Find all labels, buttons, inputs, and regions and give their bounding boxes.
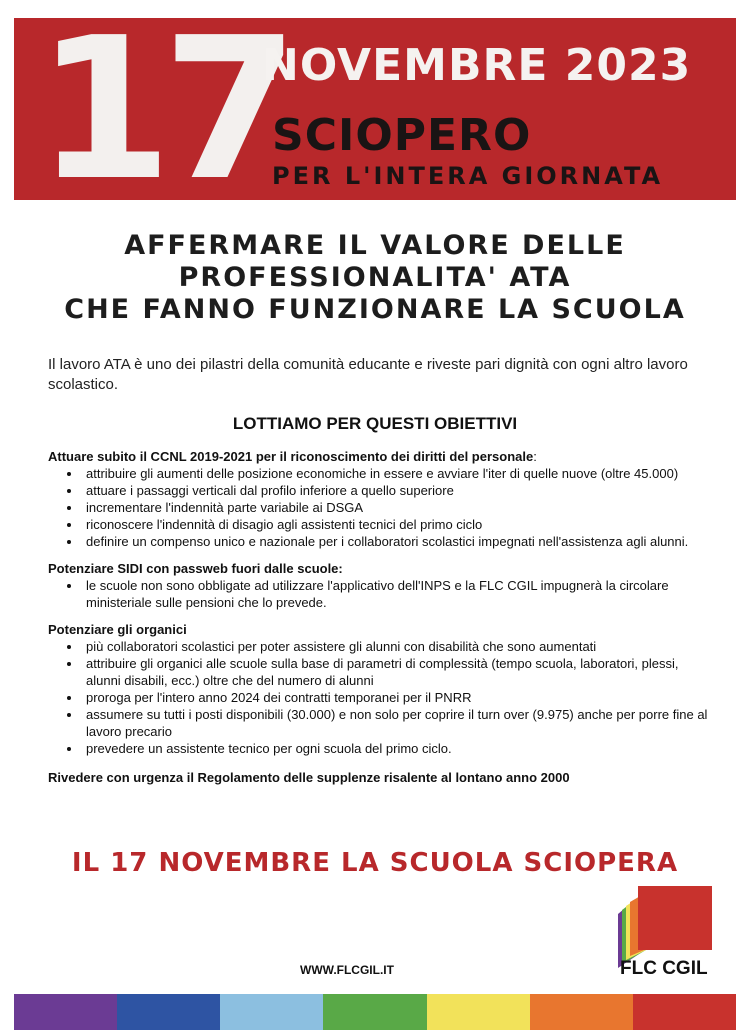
objective-group-title: Potenziare SIDI con passweb fuori dalle scuole: bbox=[48, 561, 343, 576]
stripe-light-blue bbox=[220, 994, 323, 1030]
list-item: • attuare i passaggi verticali dal profilo inferiore a quello superiore bbox=[82, 482, 708, 499]
list-item: • proroga per l'intero anno 2024 dei contratti temporanei per il PNRR bbox=[82, 689, 708, 706]
list-item: • riconoscere l'indennità di disagio agli assistenti tecnici del primo ciclo bbox=[82, 516, 708, 533]
objective-group-title: Potenziare gli organici bbox=[48, 622, 187, 637]
stripe-green bbox=[323, 994, 426, 1030]
section-title: LOTTIAMO PER QUESTI OBIETTIVI bbox=[232, 414, 518, 433]
stripe-purple bbox=[14, 994, 117, 1030]
strike-day-number: 17 bbox=[36, 18, 289, 200]
list-item: • le scuole non sono obbligate ad utilizzare l'applicativo dell'INPS e la FLC CGIL impugnerà la circolare ministeriale sulle pensioni che lo prevede. bbox=[82, 577, 708, 611]
headline-line-3: CHE FANNO FUNZIONARE LA SCUOLA bbox=[64, 294, 686, 325]
stripe-blue bbox=[117, 994, 220, 1030]
stripe-orange bbox=[530, 994, 633, 1030]
objective-group-title: Attuare subito il CCNL 2019-2021 per il riconoscimento dei diritti del personale bbox=[48, 449, 534, 464]
strike-slogan: IL 17 NOVEMBRE LA SCUOLA SCIOPERA bbox=[71, 848, 679, 878]
headline-line-2: PROFESSIONALITA' ATA bbox=[178, 262, 572, 293]
header-banner bbox=[14, 18, 736, 200]
objective-group-heading bbox=[48, 621, 708, 638]
intro-paragraph: Il lavoro ATA è uno dei pilastri della comunità educante e riveste pari dignità con ogni altro lavoro scolastico. bbox=[48, 356, 688, 393]
closing-statement: Rivedere con urgenza il Regolamento delle supplenze risalente al lontano anno 2000 bbox=[48, 770, 570, 785]
objective-group bbox=[48, 621, 708, 757]
list-item: • attribuire gli organici alle scuole sulla base di parametri di complessità (tempo scuola, laboratori, plessi, alunni disabili, ecc.) oltre che del numero di alunni bbox=[82, 655, 708, 689]
objectives-content bbox=[48, 448, 708, 786]
stripe-red bbox=[633, 994, 736, 1030]
objective-list bbox=[48, 465, 708, 550]
objective-group-heading bbox=[48, 448, 708, 465]
objective-list bbox=[48, 638, 708, 757]
objective-group-heading bbox=[48, 560, 708, 577]
objective-group bbox=[48, 448, 708, 550]
list-item: • definire un compenso unico e nazionale per i collaboratori scolastici impegnati nell'assistenza agli alunni. bbox=[82, 533, 708, 550]
strike-date: NOVEMBRE 2023 bbox=[262, 40, 692, 91]
stripe-yellow bbox=[427, 994, 530, 1030]
headline bbox=[14, 230, 736, 326]
color-stripes bbox=[14, 994, 736, 1030]
list-item: • più collaboratori scolastici per poter assistere gli alunni con disabilità che sono aumentati bbox=[82, 638, 708, 655]
objective-list bbox=[48, 577, 708, 611]
website-link[interactable]: WWW.FLCGIL.IT bbox=[300, 963, 394, 977]
objective-group bbox=[48, 560, 708, 611]
strike-title: SCIOPERO bbox=[272, 110, 532, 161]
strike-subtitle: PER L'INTERA GIORNATA bbox=[272, 162, 664, 190]
list-item: • incrementare l'indennità parte variabile ai DSGA bbox=[82, 499, 708, 516]
list-item: • attribuire gli aumenti delle posizione economiche in essere e avviare l'iter di quelle nuove (oltre 45.000) bbox=[82, 465, 708, 482]
logo-text: FLC CGIL bbox=[620, 958, 708, 979]
headline-line-1: AFFERMARE IL VALORE DELLE bbox=[124, 230, 626, 261]
objective-group-suffix: : bbox=[533, 449, 537, 464]
list-item: • assumere su tutti i posti disponibili (30.000) e non solo per coprire il turn over (9.975) anche per porre fine al lavoro precario bbox=[82, 706, 708, 740]
list-item: • prevedere un assistente tecnico per ogni scuola del primo ciclo. bbox=[82, 740, 708, 757]
